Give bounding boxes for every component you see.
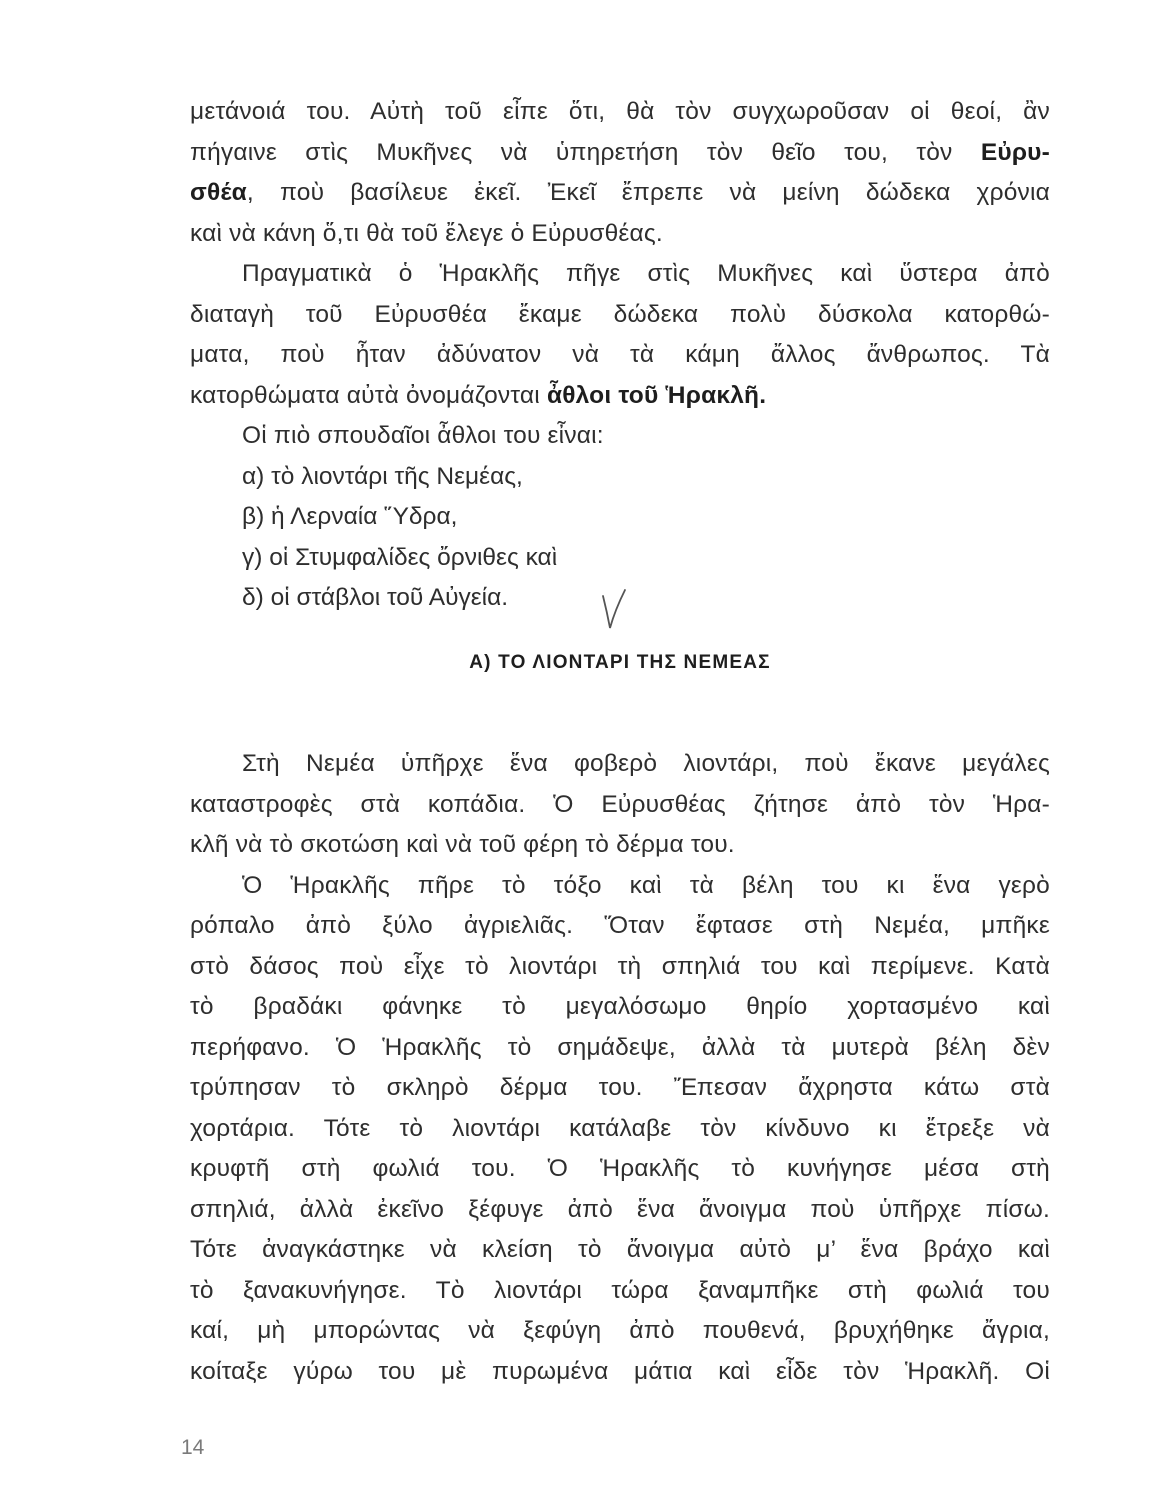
list-item: δ) οἱ στάβλοι τοῦ Αὐγεία.	[242, 584, 509, 611]
page-number: 14	[181, 1436, 205, 1459]
text-line: ρόπαλο ἀπὸ ξύλο ἀγριελιᾶς. Ὅταν ἔφτασε στὴ Νεμέα, μπῆκε	[190, 912, 1050, 939]
text-line: Οἱ πιὸ σπουδαῖοι ἆθλοι του εἶναι:	[242, 422, 604, 449]
text-line	[190, 173, 1050, 214]
text-line: καί, μὴ μπορώντας νὰ ξεφύγη ἀπὸ πουθενά, βρυχήθηκε ἄγρια,	[190, 1317, 1050, 1344]
text-line: Στὴ Νεμέα ὑπῆρχε ἕνα φοβερὸ λιοντάρι, ποὺ ἔκανε μεγάλες	[242, 750, 1050, 777]
text-line: τρύπησαν τὸ σκληρὸ δέρμα του. Ἔπεσαν ἄχρηστα κάτω στὰ	[190, 1074, 1050, 1101]
text-line: στὸ δάσος ποὺ εἶχε τὸ λιοντάρι τὴ σπηλιά του καὶ περίμενε. Κατὰ	[190, 952, 1050, 980]
text-line: σπηλιά, ἀλλὰ ἐκεῖνο ξέφυγε ἀπὸ ἕνα ἄνοιγμα ποὺ ὑπῆρχε πίσω.	[190, 1195, 1050, 1223]
bold-term-labours: ἆθλοι τοῦ Ἡρακλῆ.	[546, 381, 767, 409]
text-line: καὶ νὰ κάνη ὅ,τι θὰ τοῦ ἔλεγε ὁ Εὐρυσθέας.	[190, 219, 663, 247]
section-heading: Α) ΤΟ ΛΙΟΝΤΑΡΙ ΤΗΣ ΝΕΜΕΑΣ	[469, 652, 771, 673]
text-line: περήφανο. Ὁ Ἡρακλῆς τὸ σημάδεψε, ἀλλὰ τὰ μυτερὰ βέλη δὲν	[190, 1033, 1050, 1061]
bold-term-eurystheus-cont: σθέα	[190, 179, 247, 206]
text-line	[190, 133, 1050, 174]
text-line: τὸ βραδάκι φάνηκε τὸ μεγαλόσωμο θηρίο χορτασμένο καὶ	[190, 993, 1050, 1020]
list-item: α) τὸ λιοντάρι τῆς Νεμέας,	[242, 462, 523, 490]
handwritten-checkmark-icon	[601, 588, 627, 632]
text-line: κλῆ νὰ τὸ σκοτώση καὶ νὰ τοῦ φέρη τὸ δέρμα του.	[190, 831, 735, 858]
text-line: τὸ ξανακυνήγησε. Τὸ λιοντάρι τώρα ξαναμπῆκε στὴ φωλιά του	[190, 1276, 1050, 1304]
text-fragment: πήγαινε στὶς Μυκῆνες νὰ ὑπηρετήση τὸν θεῖο του, τὸν	[190, 138, 981, 166]
text-fragment: κατορθώματα αὐτὰ ὀνομάζονται	[190, 381, 547, 409]
text-line: χορτάρια. Τότε τὸ λιοντάρι κατάλαβε τὸν κίνδυνο κι ἔτρεξε νὰ	[190, 1114, 1050, 1142]
text-line: καταστροφὲς στὰ κοπάδια. Ὁ Εὐρυσθέας ζήτησε ἀπὸ τὸν Ἡρα-	[190, 790, 1050, 818]
text-line: κρυφτῆ στὴ φωλιά του. Ὁ Ἡρακλῆς τὸ κυνήγησε μέσα στὴ	[190, 1155, 1050, 1182]
text-line: κοίταξε γύρω του μὲ πυρωμένα μάτια καὶ εἶδε τὸν Ἡρακλῆ. Οἱ	[190, 1357, 1050, 1385]
text-line: ματα, ποὺ ἦταν ἀδύνατον νὰ τὰ κάμη ἄλλος ἄνθρωπος. Τὰ	[190, 341, 1050, 368]
list-item: β) ἡ Λερναία Ὕδρα,	[242, 503, 458, 530]
list-item: γ) οἱ Στυμφαλίδες ὄρνιθες καὶ	[242, 543, 558, 571]
text-line: Πραγματικὰ ὁ Ἡρακλῆς πῆγε στὶς Μυκῆνες καὶ ὕστερα ἀπὸ	[242, 260, 1050, 287]
text-line	[190, 376, 1050, 417]
text-line: Τότε ἀναγκάστηκε νὰ κλείση τὸ ἄνοιγμα αὐτὸ μ’ ἕνα βράχο καὶ	[190, 1236, 1050, 1263]
text-line: Ὁ Ἡρακλῆς πῆρε τὸ τόξο καὶ τὰ βέλη του κι ἕνα γερὸ	[242, 871, 1050, 899]
text-fragment: , ποὺ βασίλευε ἐκεῖ. Ἐκεῖ ἔπρεπε νὰ μείνη δώδεκα χρόνια	[246, 179, 1050, 206]
text-line: διαταγὴ τοῦ Εὐρυσθέα ἔκαμε δώδεκα πολὺ δύσκολα κατορθώ-	[190, 300, 1050, 328]
bold-term-eurystheus: Εὐρυ-	[980, 138, 1050, 166]
section-body	[190, 744, 1050, 1392]
page-body	[190, 92, 1050, 1385]
text-line: μετάνοιά του. Αὐτὴ τοῦ εἶπε ὅτι, θὰ τὸν συγχωροῦσαν οἱ θεοί, ἂν	[190, 98, 1050, 125]
